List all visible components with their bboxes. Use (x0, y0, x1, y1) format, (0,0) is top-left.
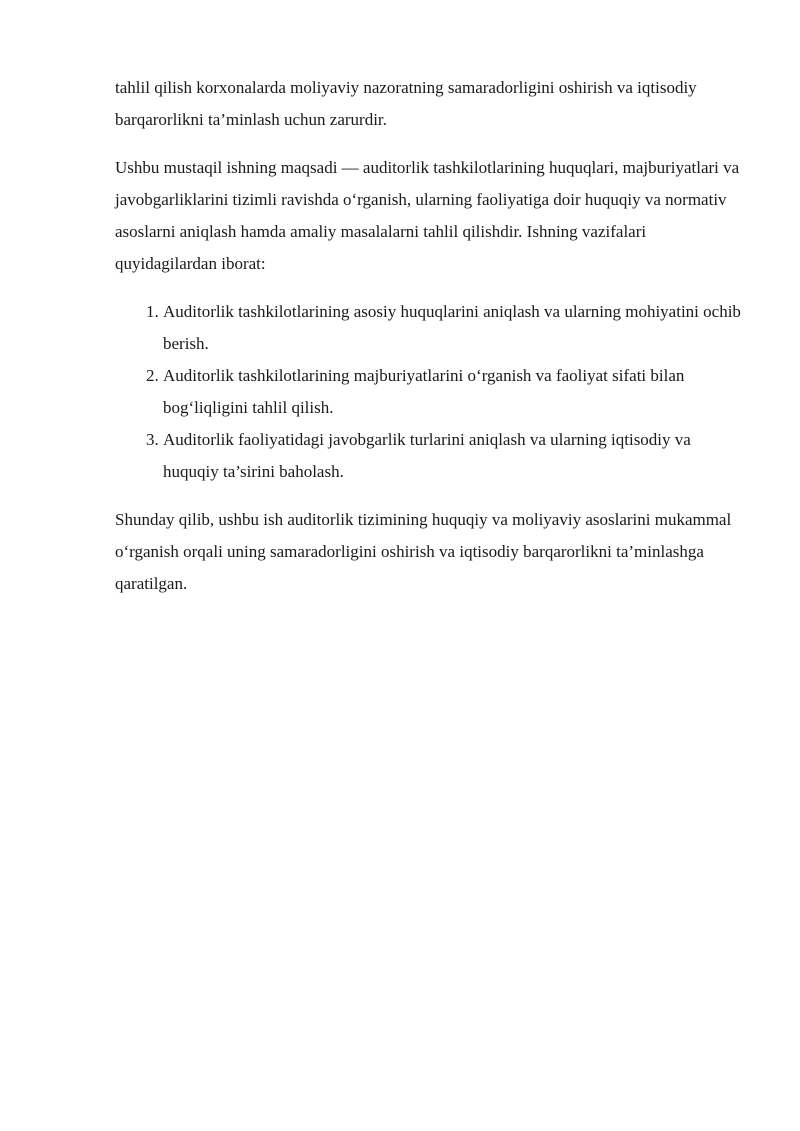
list-item: 2. Auditorlik tashkilotlarining majburiyatlarini oʻrganish va faoliyat sifati bilan bogʻliqligini tahlil qilish. (163, 360, 745, 424)
paragraph-conclusion: Shunday qilib, ushbu ish auditorlik tizimining huquqiy va moliyaviy asoslarini mukammal oʻrganish orqali uning samaradorligini oshirish va iqtisodiy barqarorlikni ta’minlashga qaratilgan. (115, 510, 732, 593)
tasks-list (115, 296, 745, 488)
paragraph-intro-continuation: tahlil qilish korxonalarda moliyaviy nazoratning samaradorligini oshirish va iqtisodiy barqarorlikni ta’minlash uchun zarurdir. (115, 78, 697, 129)
document-body (115, 72, 745, 616)
list-item: 3. Auditorlik faoliyatidagi javobgarlik turlarini aniqlash va ularning iqtisodiy va huquqiy ta’sirini baholash. (163, 424, 745, 488)
list-item: 1. Auditorlik tashkilotlarining asosiy huquqlarini aniqlash va ularning mohiyatini ochib berish. (163, 296, 745, 360)
paragraph-purpose: Ushbu mustaqil ishning maqsadi — auditorlik tashkilotlarining huquqlari, majburiyatlari va javobgarliklarini tizimli ravishda oʻrganish, ularning faoliyatiga doir huquqiy va normativ asoslarni aniqlash hamda amaliy masalalarni tahlil qilishdir. Ishning vazifalari quyidagilardan iborat: (115, 158, 740, 273)
